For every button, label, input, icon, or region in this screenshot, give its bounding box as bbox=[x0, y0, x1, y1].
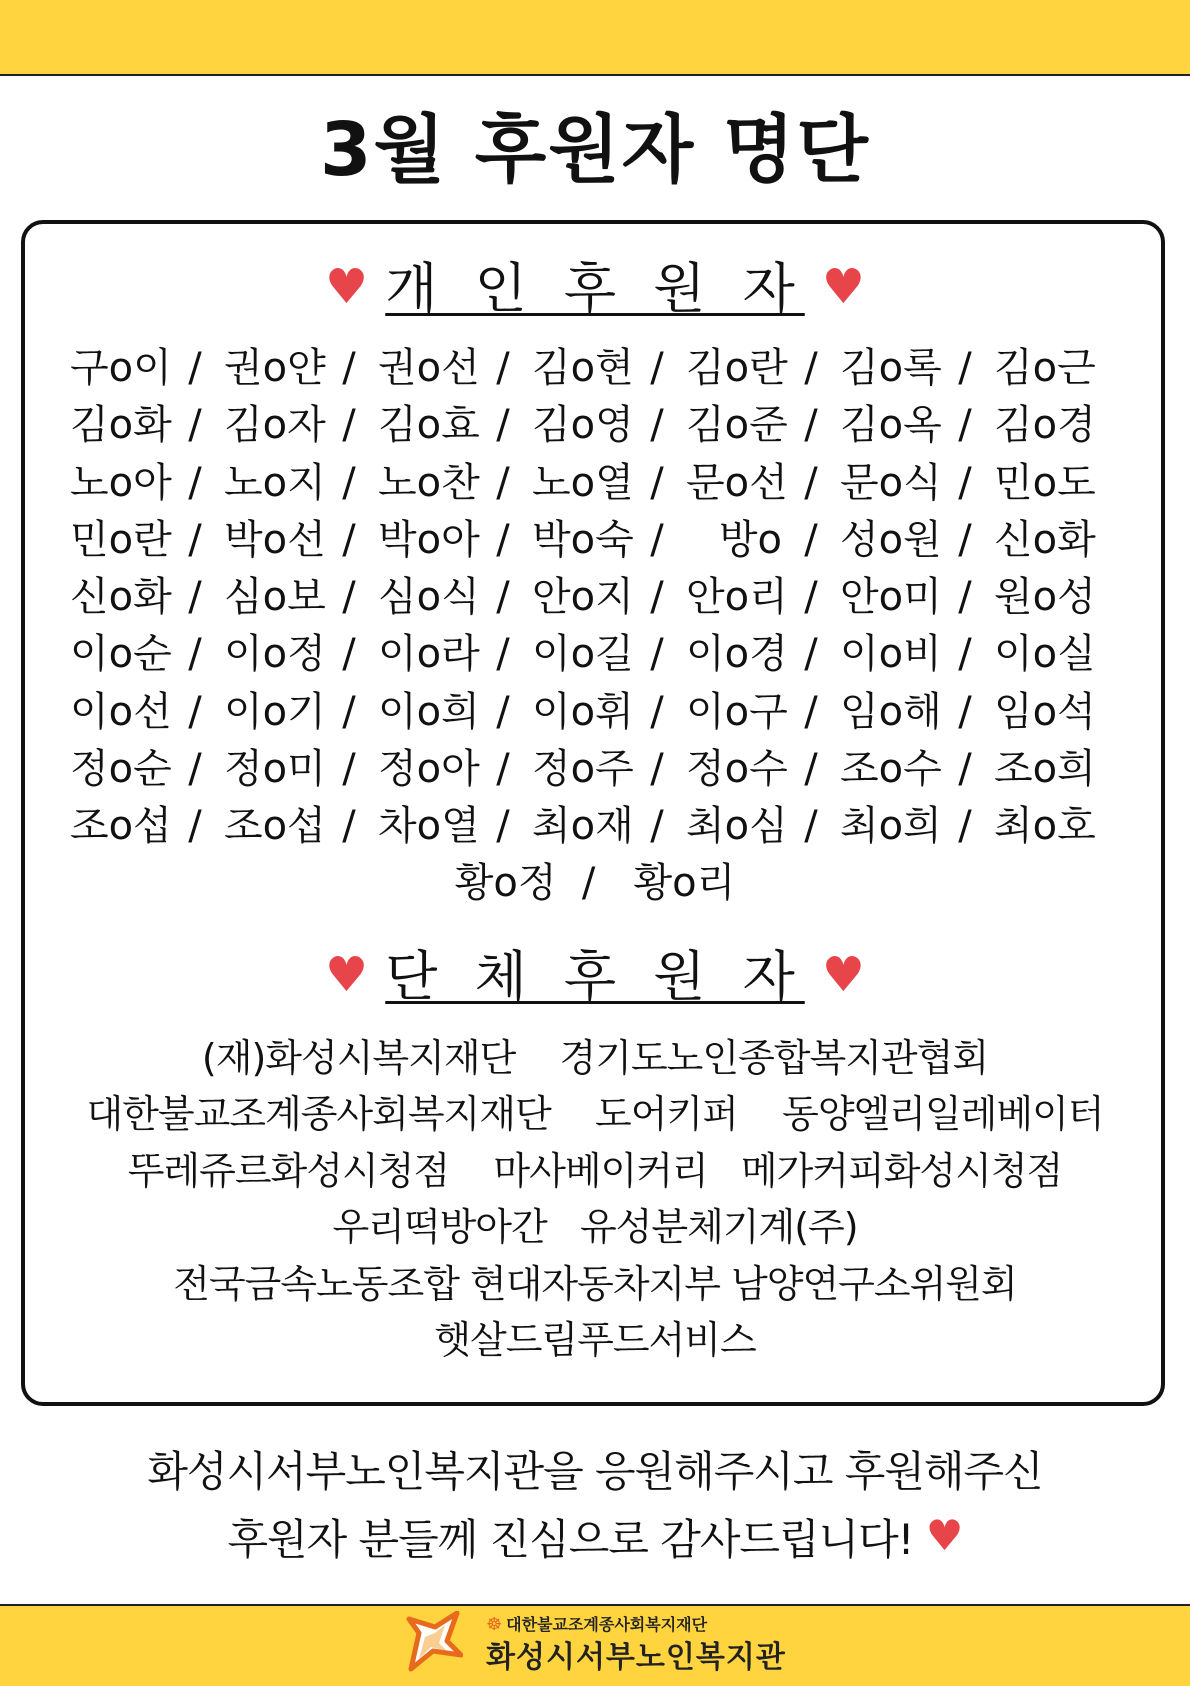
donor-name: 조o희 bbox=[994, 746, 1096, 793]
name-separator: / bbox=[650, 402, 664, 449]
name-separator: / bbox=[188, 746, 202, 793]
name-separator: / bbox=[804, 459, 818, 506]
name-separator: / bbox=[958, 574, 972, 621]
donor-name: 성o원 bbox=[840, 516, 942, 563]
individual-heading-label: 개 인 후 원 자 bbox=[385, 257, 805, 320]
organization-donor-list bbox=[0, 1030, 1190, 1368]
name-separator: / bbox=[804, 402, 818, 449]
donor-name: 이o실 bbox=[994, 631, 1096, 678]
name-separator: / bbox=[496, 631, 510, 678]
donor-name: 정o수 bbox=[686, 746, 788, 793]
donor-name: 정o순 bbox=[70, 746, 172, 793]
name-separator: / bbox=[958, 345, 972, 391]
donor-name: 김o효 bbox=[378, 402, 480, 449]
name-separator: / bbox=[496, 459, 510, 506]
name-separator: / bbox=[650, 574, 664, 621]
donor-name: 박o아 bbox=[378, 516, 480, 563]
donor-name: 노o아 bbox=[70, 459, 172, 506]
donor-name: 조o수 bbox=[840, 746, 942, 793]
name-separator: / bbox=[188, 402, 202, 449]
welfare-center-logo bbox=[405, 1611, 463, 1673]
name-separator: / bbox=[650, 746, 664, 793]
donor-name: 문o식 bbox=[840, 459, 942, 506]
donor-name: 차o열 bbox=[378, 803, 480, 850]
donor-name: 최o희 bbox=[840, 803, 942, 850]
name-separator: / bbox=[804, 803, 818, 850]
name-separator: / bbox=[804, 516, 818, 563]
organization-donors-heading bbox=[0, 940, 1190, 1012]
top-banner bbox=[0, 0, 1190, 76]
name-separator: / bbox=[496, 746, 510, 793]
donor-name: 조o섭 bbox=[70, 803, 172, 850]
donor-name: 김o근 bbox=[994, 345, 1096, 391]
name-separator: / bbox=[650, 345, 664, 391]
name-separator: / bbox=[342, 402, 356, 449]
dharma-wheel-icon: ☸ bbox=[486, 1614, 503, 1635]
donor-name: 최o재 bbox=[532, 803, 634, 850]
donor-name: 김o옥 bbox=[840, 402, 942, 449]
donor-name: 권o선 bbox=[378, 345, 480, 391]
name-separator: / bbox=[650, 631, 664, 678]
donor-name: 신o화 bbox=[70, 574, 172, 621]
footer-center-name: 화성시서부노인복지관 bbox=[486, 1640, 786, 1675]
donor-name: 이o라 bbox=[378, 631, 480, 678]
donor-name: 임o석 bbox=[994, 688, 1096, 735]
donor-name: 이o기 bbox=[224, 688, 326, 735]
name-separator: / bbox=[958, 688, 972, 735]
organization-line: 전국금속노동조합 현대자동차지부 남양연구소위원회 bbox=[173, 1261, 1017, 1306]
organization-line: 햇살드림푸드서비스 bbox=[434, 1318, 756, 1363]
organization-heading-label: 단 체 후 원 자 bbox=[385, 945, 805, 1008]
name-separator: / bbox=[496, 345, 510, 391]
heart-icon: ♥ bbox=[325, 259, 369, 315]
donor-name: 이o비 bbox=[840, 631, 942, 678]
footer-sub-text: 대한불교조계종사회복지재단 bbox=[506, 1615, 708, 1634]
organization-line: 우리떡방아간 유성분체기계(주) bbox=[332, 1205, 858, 1250]
donor-name: 안o리 bbox=[686, 574, 788, 621]
name-separator: / bbox=[496, 803, 510, 850]
name-separator: / bbox=[496, 688, 510, 735]
donor-name: 이o정 bbox=[224, 631, 326, 678]
donor-name: 신o화 bbox=[994, 516, 1096, 563]
heart-icon: ♥ bbox=[325, 947, 369, 1003]
donor-name: 정o미 bbox=[224, 746, 326, 793]
donor-name: 정o아 bbox=[378, 746, 480, 793]
donor-name: 최o호 bbox=[994, 803, 1096, 850]
footer-foundation-name bbox=[486, 1614, 707, 1636]
donor-name: 이o순 bbox=[70, 631, 172, 678]
heart-icon: ♥ bbox=[821, 259, 865, 315]
donor-name: 심o식 bbox=[378, 574, 480, 621]
name-separator: / bbox=[188, 574, 202, 621]
donor-name: 김o준 bbox=[686, 402, 788, 449]
donor-name: 최o심 bbox=[686, 803, 788, 850]
organization-line: (재)화성시복지재단 경기도노인종합복지관협회 bbox=[201, 1036, 989, 1080]
name-separator: / bbox=[342, 345, 356, 391]
name-separator: / bbox=[958, 402, 972, 449]
name-separator: / bbox=[342, 516, 356, 563]
donor-name: 김o현 bbox=[532, 345, 634, 391]
donor-name: 안o지 bbox=[532, 574, 634, 621]
thank-you-line-2 bbox=[0, 1504, 1190, 1572]
donor-name: 심o보 bbox=[224, 574, 326, 621]
donor-name: 김o영 bbox=[532, 402, 634, 449]
donor-name: 박o선 bbox=[224, 516, 326, 563]
donor-name: 김o록 bbox=[840, 345, 942, 391]
name-separator: / bbox=[496, 402, 510, 449]
donor-name: 임o해 bbox=[840, 688, 942, 735]
organization-line: 대한불교조계종사회복지재단 도어키퍼 동양엘리일레베이터 bbox=[86, 1092, 1104, 1137]
donor-name: 정o주 bbox=[532, 746, 634, 793]
name-separator: / bbox=[958, 459, 972, 506]
individual-donors-heading bbox=[0, 252, 1190, 324]
name-separator: / bbox=[496, 574, 510, 621]
name-separator: / bbox=[188, 688, 202, 735]
name-separator: / bbox=[342, 688, 356, 735]
donor-name: 권o얀 bbox=[224, 345, 326, 391]
name-separator: / bbox=[650, 688, 664, 735]
name-separator: / bbox=[342, 803, 356, 850]
name-separator: / bbox=[188, 516, 202, 563]
name-separator: / bbox=[188, 459, 202, 506]
name-separator: / bbox=[804, 688, 818, 735]
donor-name: 이o경 bbox=[686, 631, 788, 678]
individual-donor-grid bbox=[70, 340, 1122, 856]
name-separator: / bbox=[342, 459, 356, 506]
donor-name: 박o숙 bbox=[532, 516, 634, 563]
name-separator: / bbox=[804, 746, 818, 793]
donor-name: 노o열 bbox=[532, 459, 634, 506]
name-separator: / bbox=[342, 746, 356, 793]
name-separator: / bbox=[188, 345, 202, 391]
page-title: 3월 후원자 명단 bbox=[320, 107, 870, 193]
donor-name: 노o찬 bbox=[378, 459, 480, 506]
donor-name: 구o이 bbox=[70, 345, 172, 391]
donor-name: 김o란 bbox=[686, 345, 788, 391]
donor-name: 민o란 bbox=[70, 516, 172, 563]
heart-icon: ♥ bbox=[821, 947, 865, 1003]
name-separator: / bbox=[188, 803, 202, 850]
name-separator: / bbox=[650, 803, 664, 850]
donor-name: 원o성 bbox=[994, 574, 1096, 621]
donor-name: 조o섭 bbox=[224, 803, 326, 850]
donor-name: 이o선 bbox=[70, 688, 172, 735]
donor-name: 김o경 bbox=[994, 402, 1096, 449]
thank-you-line-1: 화성시서부노인복지관을 응원해주시고 후원해주신 bbox=[147, 1447, 1043, 1496]
name-separator: / bbox=[188, 631, 202, 678]
name-separator: / bbox=[804, 631, 818, 678]
individual-donor-last-row: 황o정 / 황o리 bbox=[454, 860, 736, 906]
donor-name: 안o미 bbox=[840, 574, 942, 621]
donor-name: 문o선 bbox=[686, 459, 788, 506]
donor-name: 김o화 bbox=[70, 402, 172, 449]
name-separator: / bbox=[650, 516, 664, 563]
name-separator: / bbox=[650, 459, 664, 506]
donor-name: 이o길 bbox=[532, 631, 634, 678]
name-separator: / bbox=[804, 574, 818, 621]
name-separator: / bbox=[496, 516, 510, 563]
donor-name: 방o bbox=[718, 516, 782, 563]
name-separator: / bbox=[958, 803, 972, 850]
name-separator: / bbox=[804, 345, 818, 391]
name-separator: / bbox=[958, 631, 972, 678]
name-separator: / bbox=[342, 574, 356, 621]
donor-name: 이o희 bbox=[378, 688, 480, 735]
name-separator: / bbox=[958, 746, 972, 793]
donor-name: 이o구 bbox=[686, 688, 788, 735]
thank-you-line-2-text: 후원자 분들께 진심으로 감사드립니다! bbox=[227, 1515, 914, 1564]
donor-name: 이o휘 bbox=[532, 688, 634, 735]
thank-you-message bbox=[0, 1440, 1190, 1572]
heart-icon: ♥ bbox=[925, 1511, 963, 1560]
organization-line: 뚜레쥬르화성시청점 마사베이커리 메가커피화성시청점 bbox=[127, 1148, 1063, 1193]
donor-name: 노o지 bbox=[224, 459, 326, 506]
name-separator: / bbox=[958, 516, 972, 563]
donor-name: 김o자 bbox=[224, 402, 326, 449]
name-separator: / bbox=[342, 631, 356, 678]
donor-name: 민o도 bbox=[994, 459, 1096, 506]
